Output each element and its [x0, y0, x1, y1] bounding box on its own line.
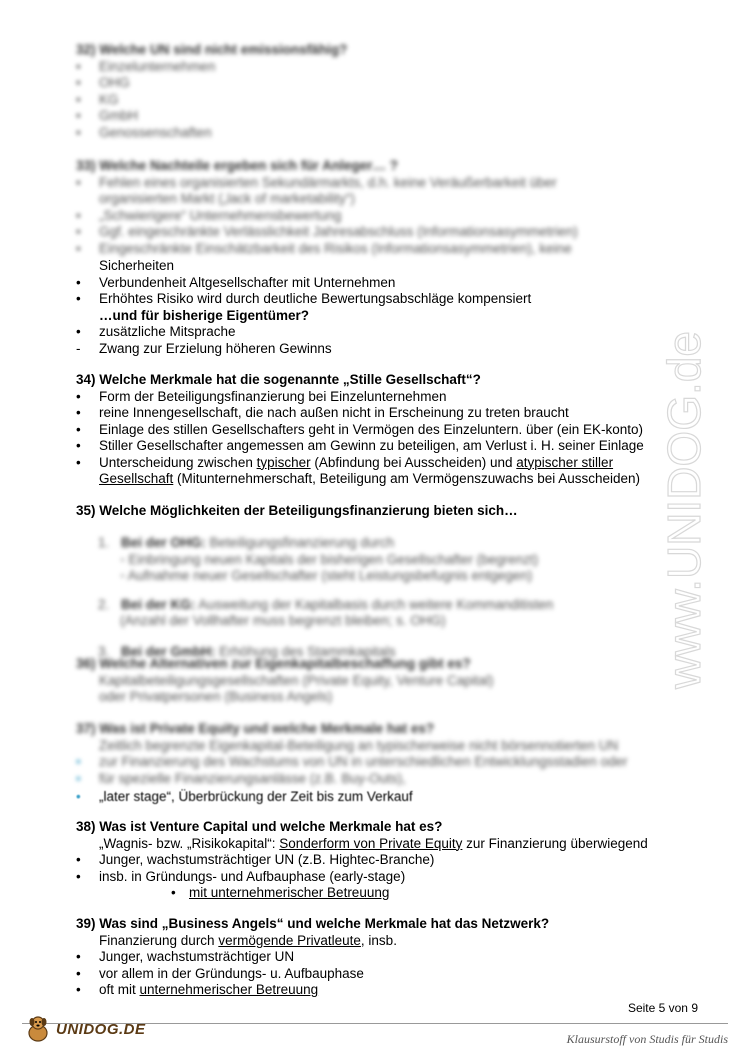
page-number: Seite 5 von 9: [627, 1001, 698, 1015]
question-35: 35) Welche Möglichkeiten der Beteiligungsfinanzierung bieten sich…: [76, 503, 518, 518]
list-item: Ggf. eingeschränkte Verlässlichkeit Jahresabschluss (Informationsasymmetrien): [99, 224, 578, 239]
list-item: Erhöhtes Risiko wird durch deutliche Bewertungsabschläge kompensiert: [99, 291, 532, 306]
logo-text: UNIDOG.DE: [56, 1020, 146, 1038]
list-item: „Schwierigere“ Unternehmensbewertung: [99, 207, 342, 223]
intro-text: Finanzierung durch vermögende Privatleute, insb.: [99, 932, 397, 948]
section-q33: Sicherheiten • Verbundenheit Altgesellschafter mit Unternehmen • Erhöhtes Risiko wird durch deutliche Bewertungsabschläge kompensiert …und für bisherige Eigentümer? • zusätzliche Mitsprache - Zwang zur Erzielung höheren Gewinns: [76, 258, 532, 356]
list-item: Einzelunternehmen: [99, 58, 216, 74]
list-item: GmbH: [99, 108, 139, 123]
list-item: Fehlen eines organisierten Sekundärmarkts, d.h. keine Veräußerbarkeit über: [99, 174, 557, 190]
list-item: Genossenschaften: [99, 124, 212, 140]
sub-list-item: mit unternehmerischer Betreuung: [189, 885, 390, 900]
question-37: 37) Was ist Private Equity und welche Merkmale hat es?: [76, 721, 435, 736]
footer-tagline: Klausurstoff von Studis für Studis: [566, 1032, 728, 1046]
list-item: oft mit unternehmerischer Betreuung: [99, 982, 319, 997]
list-item: „later stage“, Überbrückung der Zeit bis zum Verkauf: [99, 789, 413, 804]
section-q35: [76, 503, 696, 520]
list-item: Einlage des stillen Gesellschafters geht in Vermögen des Einzeluntern. über (ein EK-konto): [99, 421, 644, 437]
question-32: 32) Welche UN sind nicht emissionsfähig?: [76, 42, 348, 57]
list-item: Junger, wachstumsträchtiger UN: [99, 949, 295, 964]
list-item: Verbundenheit Altgesellschafter mit Unternehmen: [99, 274, 396, 290]
section-q33-blurred: 33) Welche Nachteile ergeben sich für Anleger… ? • Fehlen eines organisierten Sekundärmarkts, d.h. keine Veräußerbarkeit über organisierten Markt („lack of marketability“) • „Schwierigere“ Unternehmensbewertung • Ggf. eingeschränkte Verlässlichkeit Jahresabschluss (Informationsasymmetrien) • Eingeschränkte Einschätzbarkeit des Risikos (Informationsasymmetrien), keine: [76, 158, 578, 256]
list-item: organisierten Markt („lack of marketability“): [99, 191, 355, 206]
list-item: reine Innengesellschaft, die nach außen nicht in Erscheinung zu treten braucht: [99, 405, 569, 420]
watermark-text: www.UNIDOG.de: [658, 331, 710, 689]
list-item: zusätzliche Mitsprache: [99, 324, 236, 339]
question-34: 34) Welche Merkmale hat die sogenannte „Stille Gesellschaft“?: [76, 372, 481, 387]
list-item: vor allem in der Gründungs- u. Aufbauphase: [99, 965, 364, 981]
list-item: Stiller Gesellschafter angemessen am Gewinn zu beteiligen, am Verlust i. H. seiner Einlage: [99, 438, 644, 453]
list-item: Unterscheidung zwischen typischer (Abfindung bei Ausscheiden) und atypischer stiller: [99, 454, 614, 470]
section-q37: 37) Was ist Private Equity und welche Merkmale hat es? Zeitlich begrenzte Eigenkapital-Beteiligung an typischerweise nicht börsennotierten UN • zur Finanzierung des Wachstums von UN in unterschiedlichen Entwicklungsstadien oder • für spezielle Finanzierungsanlässe (z.B. Buy-Outs),: [76, 721, 628, 786]
list-item: Junger, wachstumsträchtiger UN (z.B. Hightec-Branche): [99, 852, 435, 867]
list-item-continuation: Gesellschaft (Mitunternehmerschaft, Beteiligung am Vermögenszuwachs bei Ausscheiden): [99, 471, 641, 486]
section-q37-last: • „later stage“, Überbrückung der Zeit bis zum Verkauf: [76, 789, 413, 804]
list-item: KG: [99, 91, 119, 107]
section-q36: 36) Welche Alternativen zur Eigenkapitalbeschaffung gibt es? Kapitalbeteiligungsgesellschaften (Private Equity, Venture Capital) oder Privatpersonen (Business Angels): [76, 656, 494, 704]
dog-logo-icon: [24, 1014, 52, 1044]
section-q34: 34) Welche Merkmale hat die sogenannte „Stille Gesellschaft“? • Form der Beteiligungsfinanzierung bei Einzelunternehmen • reine Innengesellschaft, die nach außen nicht in Erscheinung zu treten braucht • Einlage des stillen Gesellschafters geht in Vermögen des Einzeluntern. über (ein EK-konto) • Stiller Gesellschafter angemessen am Gewinn zu beteiligen, am Verlust i. H. seiner Einlage • Unterscheidung zwischen typischer (Abfindung bei Ausscheiden) und atypischer stiller Gesellschaft (Mitunternehmerschaft, Beteiligung am Vermögenszuwachs bei Ausscheiden): [76, 372, 644, 486]
list-item: insb. in Gründungs- und Aufbauphase (early-stage): [99, 868, 406, 884]
question-39: 39) Was sind „Business Angels“ und welche Merkmale hat das Netzwerk?: [76, 916, 550, 931]
section-q35-blurred: 1. Bei der OHG: Beteiligungsfinanzierung durch ◦ Einbringung neuen Kapitals der bisherigen Gesellschafter (begrenzt) ◦ Aufnahme neuer Gesellschafter (steht Leistungsbefugnis entgegen) 2. Bei der KG: Ausweitung der Kapitalbasis durch weitere Kommanditisten (Anzahl der Vollhafter muss begrenzt bleiben; s. OHG) 3. Bei der GmbH: Erhöhung des Stammkapitals: [98, 535, 554, 659]
section-q38: 38) Was ist Venture Capital und welche Merkmale hat es? „Wagnis- bzw. „Risikokapital“: Sonderform von Private Equity zur Finanzierung überwiegend • Junger, wachstumsträchtiger UN (z.B. Hightec-Branche) • insb. in Gründungs- und Aufbauphase (early-stage) • mit unternehmerischer Betreuung: [76, 819, 648, 900]
list-item: OHG: [99, 75, 130, 90]
question-33: 33) Welche Nachteile ergeben sich für Anleger… ?: [76, 158, 398, 173]
question-38: 38) Was ist Venture Capital und welche Merkmale hat es?: [76, 819, 443, 834]
section-q32: 32) Welche UN sind nicht emissionsfähig? • Einzelunternehmen • OHG • KG • GmbH • Genossenschaften: [76, 42, 348, 140]
section-q39: 39) Was sind „Business Angels“ und welche Merkmale hat das Netzwerk? Finanzierung durch vermögende Privatleute, insb. • Junger, wachstumsträchtiger UN • vor allem in der Gründungs- u. Aufbauphase • oft mit unternehmerischer Betreuung: [76, 916, 550, 997]
list-item: Zwang zur Erzielung höheren Gewinns: [99, 340, 332, 356]
intro-text: „Wagnis- bzw. „Risikokapital“: Sonderform von Private Equity zur Finanzierung überwiegend: [99, 835, 648, 851]
list-item: Eingeschränkte Einschätzbarkeit des Risikos (Informationsasymmetrien), keine: [99, 240, 572, 256]
sub-question: …und für bisherige Eigentümer?: [99, 307, 310, 323]
list-item: Form der Beteiligungsfinanzierung bei Einzelunternehmen: [99, 388, 447, 404]
logo: [24, 1014, 146, 1044]
question-36: 36) Welche Alternativen zur Eigenkapitalbeschaffung gibt es?: [76, 656, 471, 671]
list-item-continuation: Sicherheiten: [99, 258, 175, 273]
